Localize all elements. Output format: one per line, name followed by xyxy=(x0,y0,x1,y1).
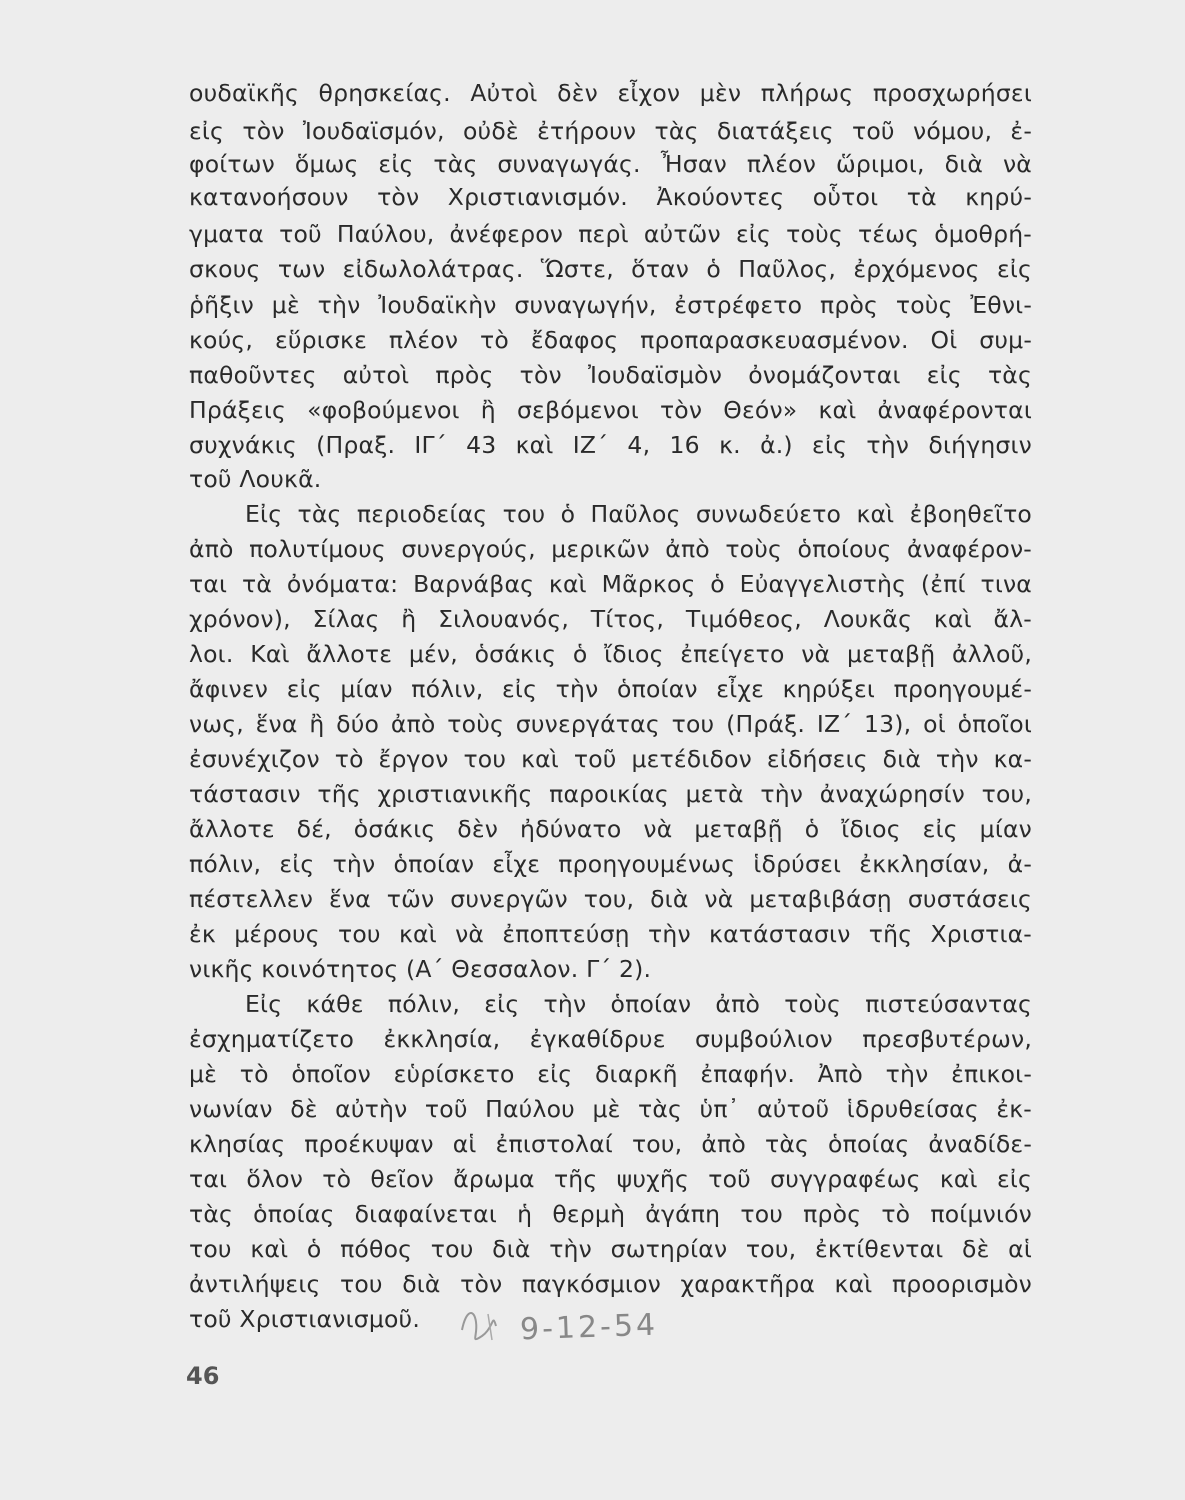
text-line: ται ὅλον τὸ θεῖον ἄρωμα τῆς ψυχῆς τοῦ συγγραφέως καὶ εἰς xyxy=(189,1165,1032,1193)
text-line: ἀπὸ πολυτίμους συνεργούς, μερικῶν ἀπὸ τοὺς ὁποίους ἀναφέρον- xyxy=(189,535,1032,563)
text-line: τοῦ Χριστιανισμοῦ. xyxy=(189,1305,421,1333)
text-line: πέστελλεν ἕνα τῶν συνεργῶν του, διὰ νὰ μεταβιβάσῃ συστάσεις xyxy=(189,885,1032,913)
text-line: τάστασιν τῆς χριστιανικῆς παροικίας μετὰ τὴν ἀναχώρησίν του, xyxy=(189,780,1032,808)
text-line: παθοῦντες αὐτοὶ πρὸς τὸν Ἰουδαϊσμὸν ὀνομάζονται εἰς τὰς xyxy=(189,361,1032,389)
text-line: κούς, εὕρισκε πλέον τὸ ἔδαφος προπαρασκευασμένον. Οἱ συμ- xyxy=(189,326,1032,354)
paragraph-first-line: Εἰς κάθε πόλιν, εἰς τὴν ὁποίαν ἀπὸ τοὺς πιστεύσαντας xyxy=(245,990,1032,1018)
text-line: συχνάκις (Πραξ. ΙΓ΄ 43 καὶ ΙΖ΄ 4, 16 κ. ἀ.) εἰς τὴν διήγησιν xyxy=(189,431,1032,459)
paragraph-first-line: Εἰς τὰς περιοδείας του ὁ Παῦλος συνωδεύετο καὶ ἐβοηθεῖτο xyxy=(245,500,1032,528)
text-line: κλησίας προέκυψαν αἱ ἐπιστολαί του, ἀπὸ τὰς ὁποίας ἀναδίδε- xyxy=(189,1130,1032,1158)
text-line: ἐσχηματίζετο ἐκκλησία, ἐγκαθίδρυε συμβούλιον πρεσβυτέρων, xyxy=(189,1025,1032,1053)
text-line: τοῦ Λουκᾶ. xyxy=(189,465,322,493)
text-line: γματα τοῦ Παύλου, ἀνέφερον περὶ αὐτῶν εἰς τοὺς τέως ὁμοθρή- xyxy=(189,220,1032,248)
text-line: ουδαϊκῆς θρησκείας. Αὐτοὶ δὲν εἶχον μὲν πλήρως προσχωρήσει xyxy=(189,79,1032,107)
text-line: ἐσυνέχιζον τὸ ἔργον του καὶ τοῦ μετέδιδον εἰδήσεις διὰ τὴν κα- xyxy=(189,745,1032,773)
text-line: φοίτων ὅμως εἰς τὰς συναγωγάς. Ἦσαν πλέον ὥριμοι, διὰ νὰ xyxy=(189,150,1032,178)
text-line: εἰς τὸν Ἰουδαϊσμόν, οὐδὲ ἐτήρουν τὰς διατάξεις τοῦ νόμου, ἐ- xyxy=(189,117,1032,145)
text-line: σκους των εἰδωλολάτρας. Ὥστε, ὅταν ὁ Παῦλος, ἐρχόμενος εἰς xyxy=(189,255,1032,283)
text-line: ἄλλοτε δέ, ὁσάκις δὲν ἠδύνατο νὰ μεταβῇ ὁ ἴδιος εἰς μίαν xyxy=(189,815,1032,843)
text-line: του καὶ ὁ πόθος του διὰ τὴν σωτηρίαν του, ἐκτίθενται δὲ αἱ xyxy=(189,1235,1032,1263)
text-line: μὲ τὸ ὁποῖον εὑρίσκετο εἰς διαρκῆ ἐπαφήν. Ἀπὸ τὴν ἐπικοι- xyxy=(189,1060,1032,1088)
text-line: νωνίαν δὲ αὐτὴν τοῦ Παύλου μὲ τὰς ὑπ᾽ αὐτοῦ ἱδρυθείσας ἐκ- xyxy=(189,1095,1032,1123)
text-line: χρόνον), Σίλας ἢ Σιλουανός, Τίτος, Τιμόθεος, Λουκᾶς καὶ ἄλ- xyxy=(189,605,1032,633)
text-line: νως, ἕνα ἢ δύο ἀπὸ τοὺς συνεργάτας του (Πράξ. ΙΖ΄ 13), οἱ ὁποῖοι xyxy=(189,710,1032,738)
text-line: λοι. Καὶ ἄλλοτε μέν, ὁσάκις ὁ ἴδιος ἐπείγετο νὰ μεταβῇ ἀλλοῦ, xyxy=(189,640,1032,668)
handwritten-date-note: 9-12-54 xyxy=(519,1307,659,1348)
text-line: νικῆς κοινότητος (Α΄ Θεσσαλον. Γ΄ 2). xyxy=(189,955,652,983)
pencil-scribble-icon xyxy=(452,1300,512,1350)
text-line: κατανοήσουν τὸν Χριστιανισμόν. Ἀκούοντες οὗτοι τὰ κηρύ- xyxy=(189,183,1032,211)
text-line: ἀντιλήψεις του διὰ τὸν παγκόσμιον χαρακτῆρα καὶ προορισμὸν xyxy=(189,1270,1032,1298)
text-line: Πράξεις «φοβούμενοι ἢ σεβόμενοι τὸν Θεόν» καὶ ἀναφέρονται xyxy=(189,396,1032,424)
text-line: ἐκ μέρους του καὶ νὰ ἐποπτεύσῃ τὴν κατάστασιν τῆς Χριστια- xyxy=(189,920,1032,948)
text-line: ἄφινεν εἰς μίαν πόλιν, εἰς τὴν ὁποίαν εἶχε κηρύξει προηγουμέ- xyxy=(189,675,1032,703)
text-line: ται τὰ ὀνόματα: Βαρνάβας καὶ Μᾶρκος ὁ Εὐαγγελιστὴς (ἐπί τινα xyxy=(189,570,1032,598)
page-number: 46 xyxy=(186,1362,220,1390)
text-line: πόλιν, εἰς τὴν ὁποίαν εἶχε προηγουμένως ἱδρύσει ἐκκλησίαν, ἀ- xyxy=(189,850,1032,878)
text-line: τὰς ὁποίας διαφαίνεται ἡ θερμὴ ἀγάπη του πρὸς τὸ ποίμνιόν xyxy=(189,1200,1032,1228)
text-line: ῥῆξιν μὲ τὴν Ἰουδαϊκὴν συναγωγήν, ἐστρέφετο πρὸς τοὺς Ἐθνι- xyxy=(189,291,1032,319)
